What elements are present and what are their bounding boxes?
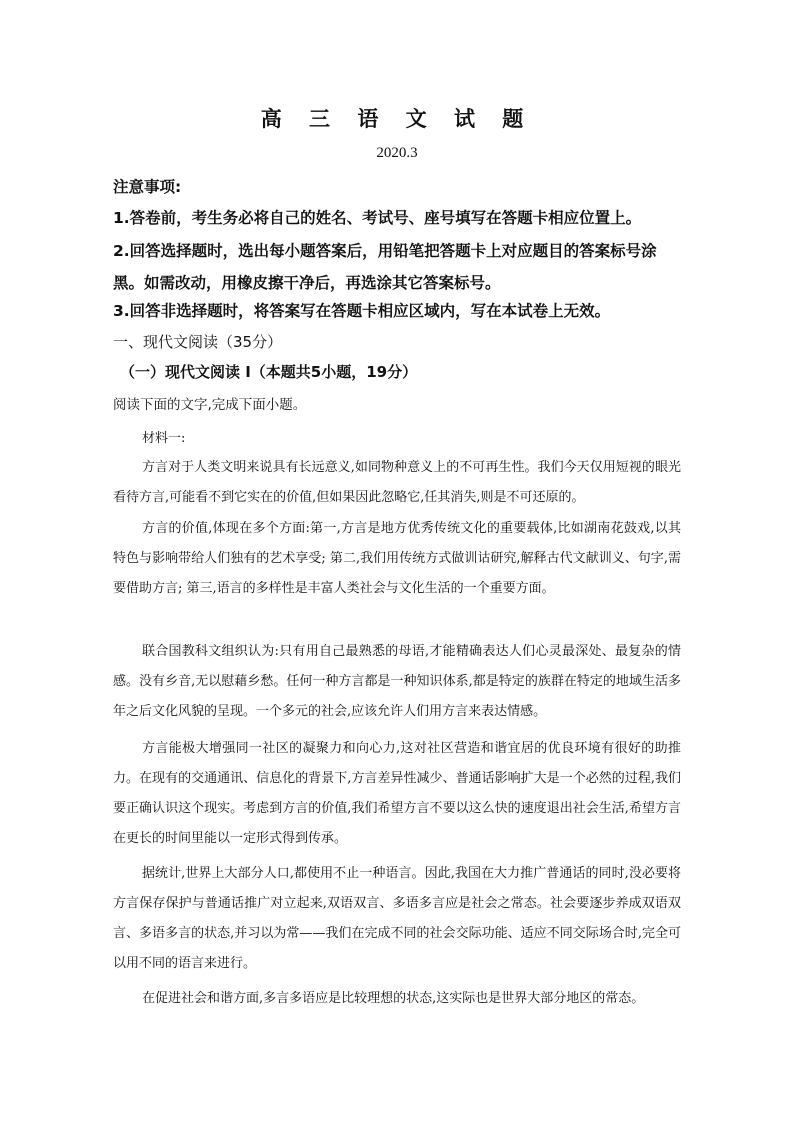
section-heading: 一、现代文阅读（35分）: [113, 333, 283, 351]
exam-title: 高 三 语 文 试 题: [260, 106, 534, 131]
material-paragraph: 方言的价值,体现在多个方面:第一,方言是地方优秀传统文化的重要载体,比如湖南花鼓戏,以其特色与影响带给人们独有的艺术享受; 第二,我们用传统方式做训诂研究,解释古代文献训义、句字,需要借助方言; 第三,语言的多样性是丰富人类社会与文化生活的一个重要方面。: [113, 521, 681, 596]
material-paragraph: 在促进社会和谐方面,多言多语应是比较理想的状态,这实际也是世界大部分地区的常态。: [142, 991, 645, 1006]
notice-heading: 注意事项:: [113, 178, 182, 196]
material-paragraph: 据统计,世界上大部分人口,都使用不止一种语言。因此,我国在大力推广普通话的同时,没必要将方言保存保护与普通话推广对立起来,双语双言、多语多言应是社会之常态。社会要逐步养成双语双言、多语多言的状态,并习以为常——我们在完成不同的社会交际功能、适应不同交际场合时,完全可以用不同的语言来进行。: [113, 866, 681, 971]
notice-item-1: 1.答卷前，考生务必将自己的姓名、考试号、座号填写在答题卡相应位置上。: [113, 209, 642, 227]
exam-date: 2020.3: [376, 145, 418, 161]
reading-instruction: 阅读下面的文字,完成下面小题。: [113, 397, 307, 413]
notice-item-2: 2.回答选择题时，选出每小题答案后，用铅笔把答题卡上对应题目的答案标号涂黑。如需改动，用橡皮擦干净后，再选涂其它答案标号。: [113, 242, 657, 292]
subsection-heading: （一）现代文阅读 I（本题共5小题，19分）: [120, 363, 418, 381]
material-label: 材料一:: [142, 431, 186, 446]
material-paragraph: 方言对于人类文明来说具有长远意义,如同物种意义上的不可再生性。我们今天仅用短视的眼光看待方言,可能看不到它实在的价值,但如果因此忽略它,任其消失,则是不可还原的。: [113, 460, 681, 505]
material-paragraph: 联合国教科文组织认为:只有用自己最熟悉的母语,才能精确表达人们心灵最深处、最复杂的情感。没有乡音,无以慰藉乡愁。任何一种方言都是一种知识体系,都是特定的族群在特定的地域生活多年之后文化风貌的呈现。一个多元的社会,应该允许人们用方言来表达情感。: [113, 644, 681, 719]
notice-item-3: 3.回答非选择题时，将答案写在答题卡相应区域内，写在本试卷上无效。: [113, 302, 611, 320]
material-paragraph: 方言能极大增强同一社区的凝聚力和向心力,这对社区营造和谐宜居的优良环境有很好的助推力。在现有的交通通讯、信息化的背景下,方言差异性减少、普通话影响扩大是一个必然的过程,我们要正确认识这个现实。考虑到方言的价值,我们希望方言不要以这么快的速度退出社会生活,希望方言在更长的时间里能以一定形式得到传承。: [113, 741, 681, 846]
